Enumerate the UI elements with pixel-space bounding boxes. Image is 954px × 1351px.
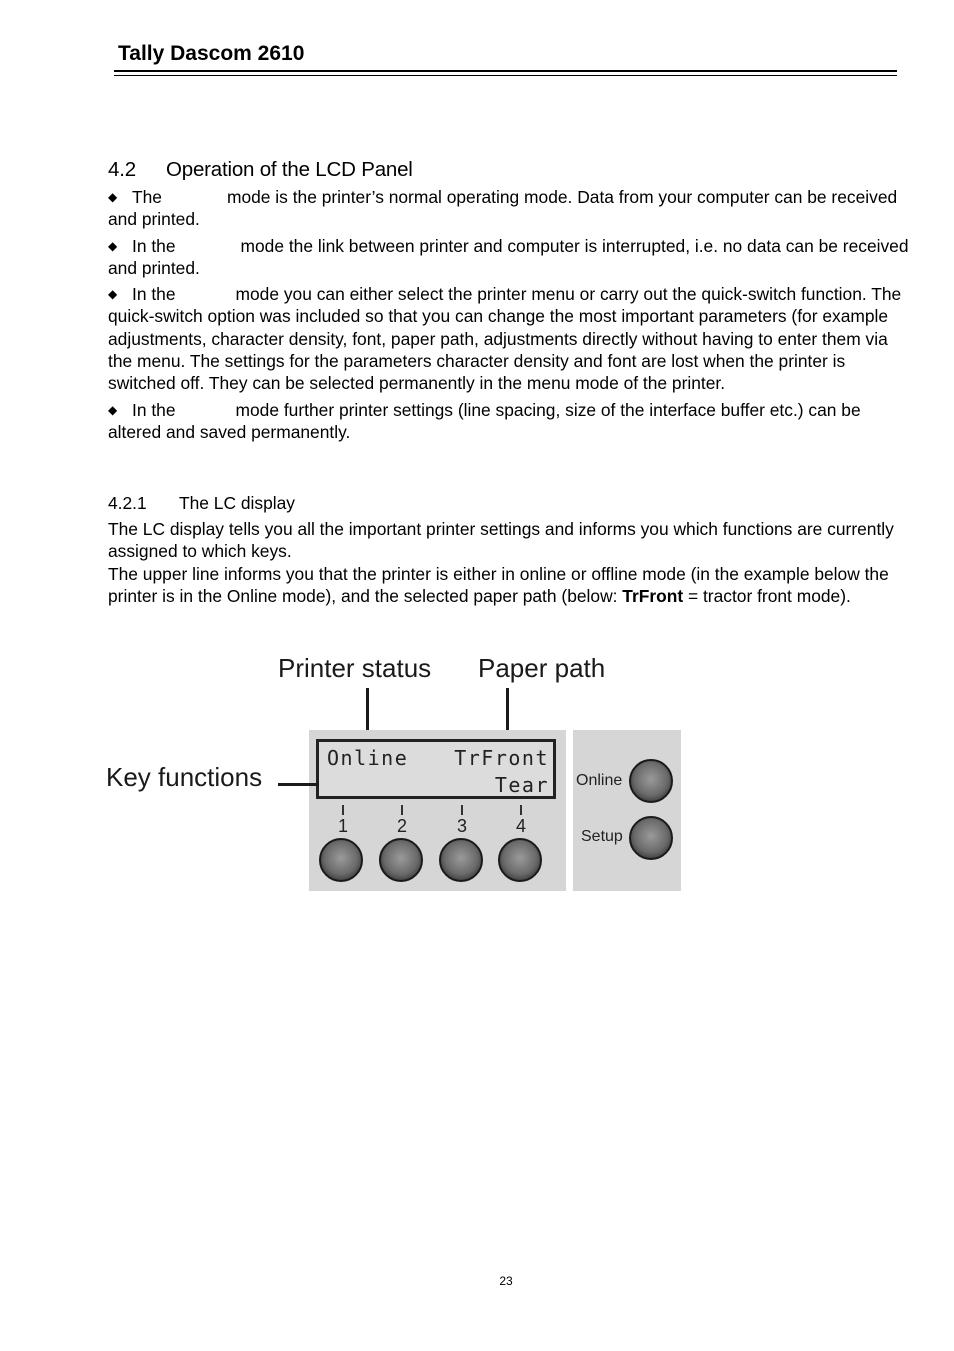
key-number-4: 4 bbox=[516, 816, 527, 836]
key-tick bbox=[520, 805, 522, 815]
bullet-text: mode is the printer’s normal operating mode. Data from your computer can be received and printed. bbox=[108, 187, 898, 230]
bullet-offline-mode bbox=[108, 235, 913, 280]
connector-key-functions bbox=[278, 783, 319, 786]
bullet-setup-mode bbox=[108, 283, 913, 394]
bullet-lead: In the bbox=[132, 235, 176, 256]
bullet-menu-mode bbox=[108, 399, 913, 444]
header-rule-thick bbox=[114, 70, 897, 72]
label-paper-path: Paper path bbox=[478, 653, 606, 683]
bullet-text: mode the link between printer and computer is interrupted, i.e. no data can be received and printed. bbox=[108, 235, 909, 278]
section-title: Operation of the LCD Panel bbox=[166, 158, 413, 181]
section-heading bbox=[108, 158, 413, 182]
function-key-2-button[interactable] bbox=[379, 838, 423, 882]
diamond-bullet-icon: ◆ bbox=[108, 190, 118, 204]
function-key-1-button[interactable] bbox=[319, 838, 363, 882]
subsection-number: 4.2.1 bbox=[108, 493, 147, 513]
key-tick bbox=[342, 805, 344, 815]
bullet-lead: In the bbox=[132, 399, 176, 420]
document-header-title: Tally Dascom 2610 bbox=[118, 42, 305, 65]
lcd-screen bbox=[316, 739, 556, 799]
bullet-lead: The bbox=[132, 187, 162, 207]
function-key-4-button[interactable] bbox=[498, 838, 542, 882]
online-button[interactable] bbox=[629, 759, 673, 803]
function-key-3-button[interactable] bbox=[439, 838, 483, 882]
key-number-1: 1 bbox=[338, 816, 349, 836]
trfront-bold: TrFront bbox=[622, 585, 684, 606]
label-key-functions: Key functions bbox=[106, 762, 263, 792]
side-panel-body bbox=[573, 730, 681, 891]
lcd-key-function-text: Tear bbox=[494, 773, 549, 797]
subsection-title: The LC display bbox=[179, 493, 295, 513]
lcd-status-text: Online bbox=[327, 746, 409, 770]
lc-display-description bbox=[108, 518, 913, 607]
lcd-panel-figure bbox=[100, 640, 690, 900]
setup-button[interactable] bbox=[629, 816, 673, 860]
header-rule-thin bbox=[114, 75, 897, 76]
diamond-bullet-icon: ◆ bbox=[108, 238, 118, 253]
setup-key-label: Setup bbox=[581, 828, 623, 845]
bullet-online-mode bbox=[108, 186, 913, 231]
diamond-bullet-icon: ◆ bbox=[108, 402, 118, 417]
bullet-text: mode you can either select the printer menu or carry out the quick-switch function. The quick-switch option was included so that you can change the most important parameters (for example adjustments, character density, font, paper path, adjustments directly without having to enter them via the menu. The settings for the parameters character density and font are lost when the printer is switched off. They can be selected permanently in the menu mode of the printer. bbox=[108, 284, 902, 394]
section-number: 4.2 bbox=[108, 158, 136, 181]
key-tick bbox=[401, 805, 403, 815]
paragraph-lc-display: The LC display tells you all the important printer settings and informs you which functions are currently assigned to which keys. bbox=[108, 519, 894, 562]
subsection-heading bbox=[108, 493, 295, 514]
bullet-list bbox=[108, 186, 913, 447]
page-number: 23 bbox=[499, 1274, 513, 1288]
label-printer-status: Printer status bbox=[278, 653, 432, 683]
bullet-lead: In the bbox=[132, 284, 176, 305]
bullet-text: mode further printer settings (line spacing, size of the interface buffer etc.) can be altered and saved permanently. bbox=[108, 399, 861, 442]
key-number-3: 3 bbox=[457, 816, 468, 836]
online-key-label: Online bbox=[576, 772, 623, 789]
lcd-paper-path-text: TrFront bbox=[454, 746, 549, 770]
diamond-bullet-icon: ◆ bbox=[108, 287, 118, 302]
key-tick bbox=[461, 805, 463, 815]
key-number-2: 2 bbox=[397, 816, 408, 836]
paragraph-upper-line: The upper line informs you that the printer is either in online or offline mode (in the example below the printer is in the Online mode), and the selected paper path (below: TrFront = tractor front mode). bbox=[108, 563, 889, 606]
